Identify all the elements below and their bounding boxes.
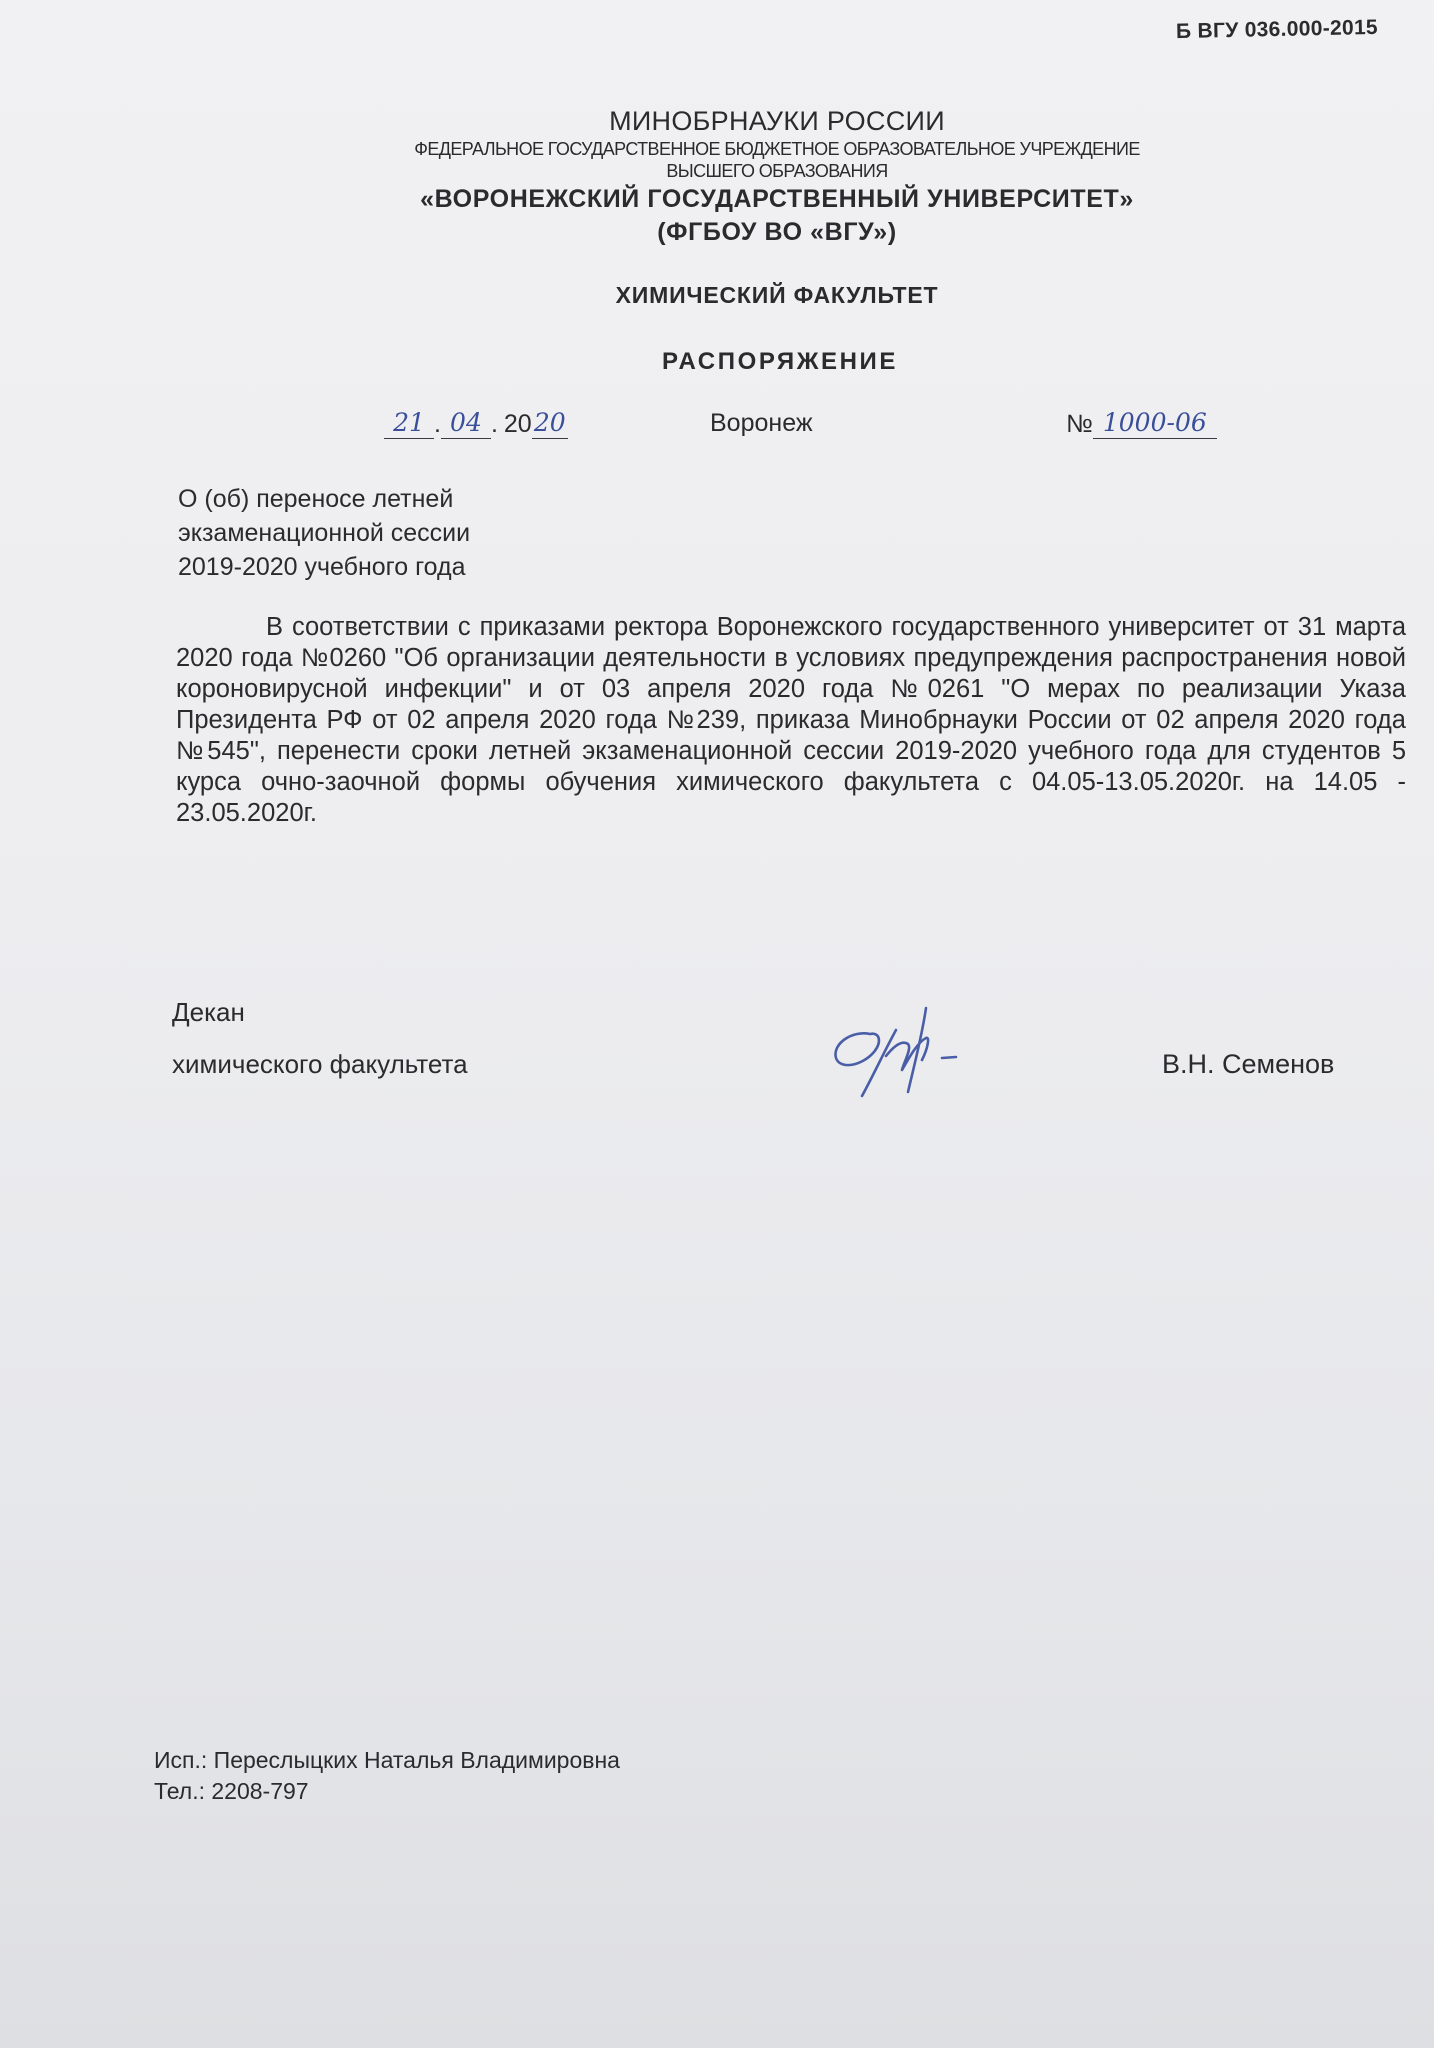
year-prefix: 20 <box>503 410 532 438</box>
institution-type: ФЕДЕРАЛЬНОЕ ГОСУДАРСТВЕННОЕ БЮДЖЕТНОЕ ОБРАЗОВАТЕЛЬНОЕ УЧРЕЖДЕНИЕ <box>414 139 1140 159</box>
signatory-position: Декан <box>172 997 245 1027</box>
executor-phone: Тел.: 2208-797 <box>154 1778 309 1804</box>
university-short-name: (ФГБОУ ВО «ВГУ») <box>657 218 897 246</box>
order-body: В соответствии с приказами ректора Воронежского государственного университет от 31 марта 2020 года №0260 "Об организации деятельности в условиях предупреждения распространения новой короновирусной инфекции" и от 03 апреля 2020 года №0261 "О мерах по реализации Указа Президента РФ от 02 апреля 2020 года №239, приказа Минобрнауки России от 02 апреля 2020 года №545", перенести сроки летней экзаменационной сессии 2019-2020 учебного года для студентов 5 курса очно-заочной формы обучения химического факультета с 04.05-13.05.2020г. на 14.05 - 23.05.2020г. <box>176 613 1406 827</box>
handwritten-month: 04 <box>441 408 491 439</box>
city: Воронеж <box>710 409 813 437</box>
handwritten-year: 20 <box>532 408 568 439</box>
subject-line: 2019-2020 учебного года <box>178 553 466 581</box>
faculty-name: ХИМИЧЕСКИЙ ФАКУЛЬТЕТ <box>615 282 939 308</box>
signature-icon <box>822 996 982 1106</box>
date-dot: . <box>434 410 441 438</box>
subject-line: экзаменационной сессии <box>178 519 471 547</box>
number-sign: № <box>1066 410 1093 438</box>
signatory-name: В.Н. Семенов <box>1162 1049 1335 1079</box>
document-title: РАСПОРЯЖЕНИЕ <box>661 348 899 375</box>
executor-name: Исп.: Переслыцких Наталья Владимировна <box>154 1747 620 1773</box>
subject-line: О (об) переносе летней <box>178 485 454 513</box>
letterhead <box>0 104 1434 248</box>
ministry-name: МИНОБРНАУКИ РОССИИ <box>609 106 945 136</box>
date-dot: . <box>490 410 498 438</box>
university-name: «ВОРОНЕЖСКИЙ ГОСУДАРСТВЕННЫЙ УНИВЕРСИТЕТ» <box>420 185 1134 213</box>
institution-level: ВЫСШЕГО ОБРАЗОВАНИЯ <box>666 161 888 181</box>
handwritten-day: 21 <box>384 408 434 439</box>
executor-info <box>154 1745 620 1807</box>
order-number <box>1066 408 1217 439</box>
document-code: Б ВГУ 036.000-2015 <box>1175 15 1379 44</box>
signatory-department: химического факультета <box>172 1049 468 1079</box>
order-subject <box>178 482 598 584</box>
handwritten-number: 1000-06 <box>1093 408 1217 439</box>
order-date <box>384 408 568 439</box>
